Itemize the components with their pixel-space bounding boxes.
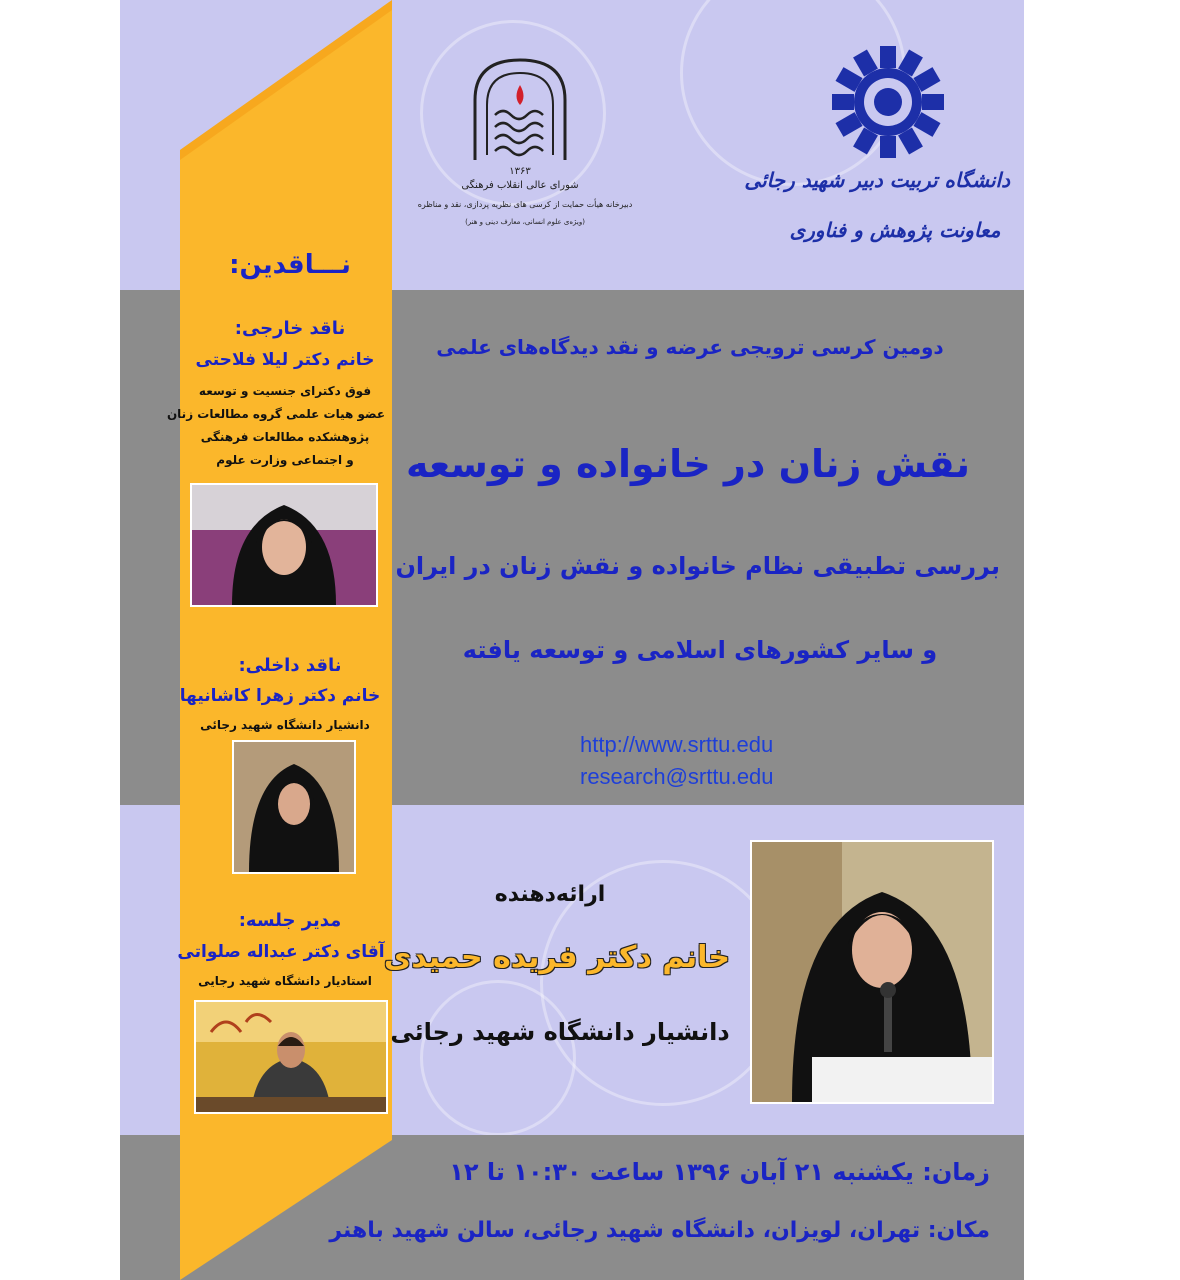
university-name: دانشگاه تربیت دبیر شهید رجائی xyxy=(744,168,1010,192)
external-critic-photo xyxy=(190,483,378,607)
moderator-name: آقای دکتر عبداله صلواتی xyxy=(177,942,385,962)
internal-critic-name: خانم دکتر زهرا کاشانیها xyxy=(179,686,381,706)
university-logo xyxy=(828,42,948,162)
event-time: زمان: یکشنبه ۲۱ آبان ۱۳۹۶ ساعت ۱۰:۳۰ تا ۱۲ xyxy=(449,1158,990,1186)
seminar-desc-line1: بررسی تطبیقی نظام خانواده و نقش زنان در ایران xyxy=(395,552,1000,580)
internal-critic-line1: دانشیار دانشگاه شهید رجائی xyxy=(200,718,370,732)
presenter-label: ارائه‌دهنده xyxy=(494,882,606,907)
presenter-position: دانشیار دانشگاه شهید رجائی xyxy=(390,1018,730,1046)
seminar-desc-line2: و سایر کشورهای اسلامی و توسعه یافته xyxy=(462,636,938,664)
vice-presidency: معاونت پژوهش و فناوری xyxy=(789,218,1001,242)
website-link[interactable]: http://www.srttu.edu xyxy=(580,732,774,757)
background-pattern xyxy=(420,980,576,1136)
secretariat-sub: (ویژه‌ی علوم انسانی، معارف دینی و هنر) xyxy=(465,218,585,226)
council-year: ۱۳۶۳ xyxy=(509,166,531,177)
presenter-photo xyxy=(750,840,994,1104)
critics-heading: نـــاقدین: xyxy=(229,250,351,280)
event-place: مکان: تهران، لویزان، دانشگاه شهید رجائی، سالن شهید باهنر xyxy=(329,1218,990,1243)
seminar-title: نقش زنان در خانواده و توسعه xyxy=(406,442,970,486)
email-link[interactable]: research@srttu.edu xyxy=(580,764,774,789)
moderator-photo xyxy=(194,1000,388,1114)
poster xyxy=(120,0,1024,1280)
moderator-role: مدیر جلسه: xyxy=(238,910,342,931)
council-emblem xyxy=(465,55,575,165)
secretariat-line: دبیرخانه هیأت حمایت از کرسی های نظریه پردازی، نقد و مناظره xyxy=(417,200,633,209)
internal-critic-role: ناقد داخلی: xyxy=(238,655,342,676)
moderator-line1: استادیار دانشگاه شهید رجایی xyxy=(198,974,372,988)
external-critic-role: ناقد خارجی: xyxy=(234,318,346,339)
external-critic-line3: پژوهشکده مطالعات فرهنگی xyxy=(200,430,370,444)
external-critic-line1: فوق دکترای جنسیت و توسعه xyxy=(198,384,372,398)
internal-critic-photo xyxy=(232,740,356,874)
council-name: شورای عالی انقلاب فرهنگی xyxy=(461,180,579,191)
presenter-name: خانم دکتر فریده حمیدی xyxy=(383,940,730,975)
external-critic-line2: عضو هیات علمی گروه مطالعات زنان xyxy=(166,407,386,421)
external-critic-line4: و اجتماعی وزارت علوم xyxy=(216,453,354,467)
external-critic-name: خانم دکتر لیلا فلاحتی xyxy=(195,350,375,370)
seminar-subtitle: دومین کرسی ترویجی عرضه و نقد دیدگاه‌های علمی xyxy=(436,335,944,359)
